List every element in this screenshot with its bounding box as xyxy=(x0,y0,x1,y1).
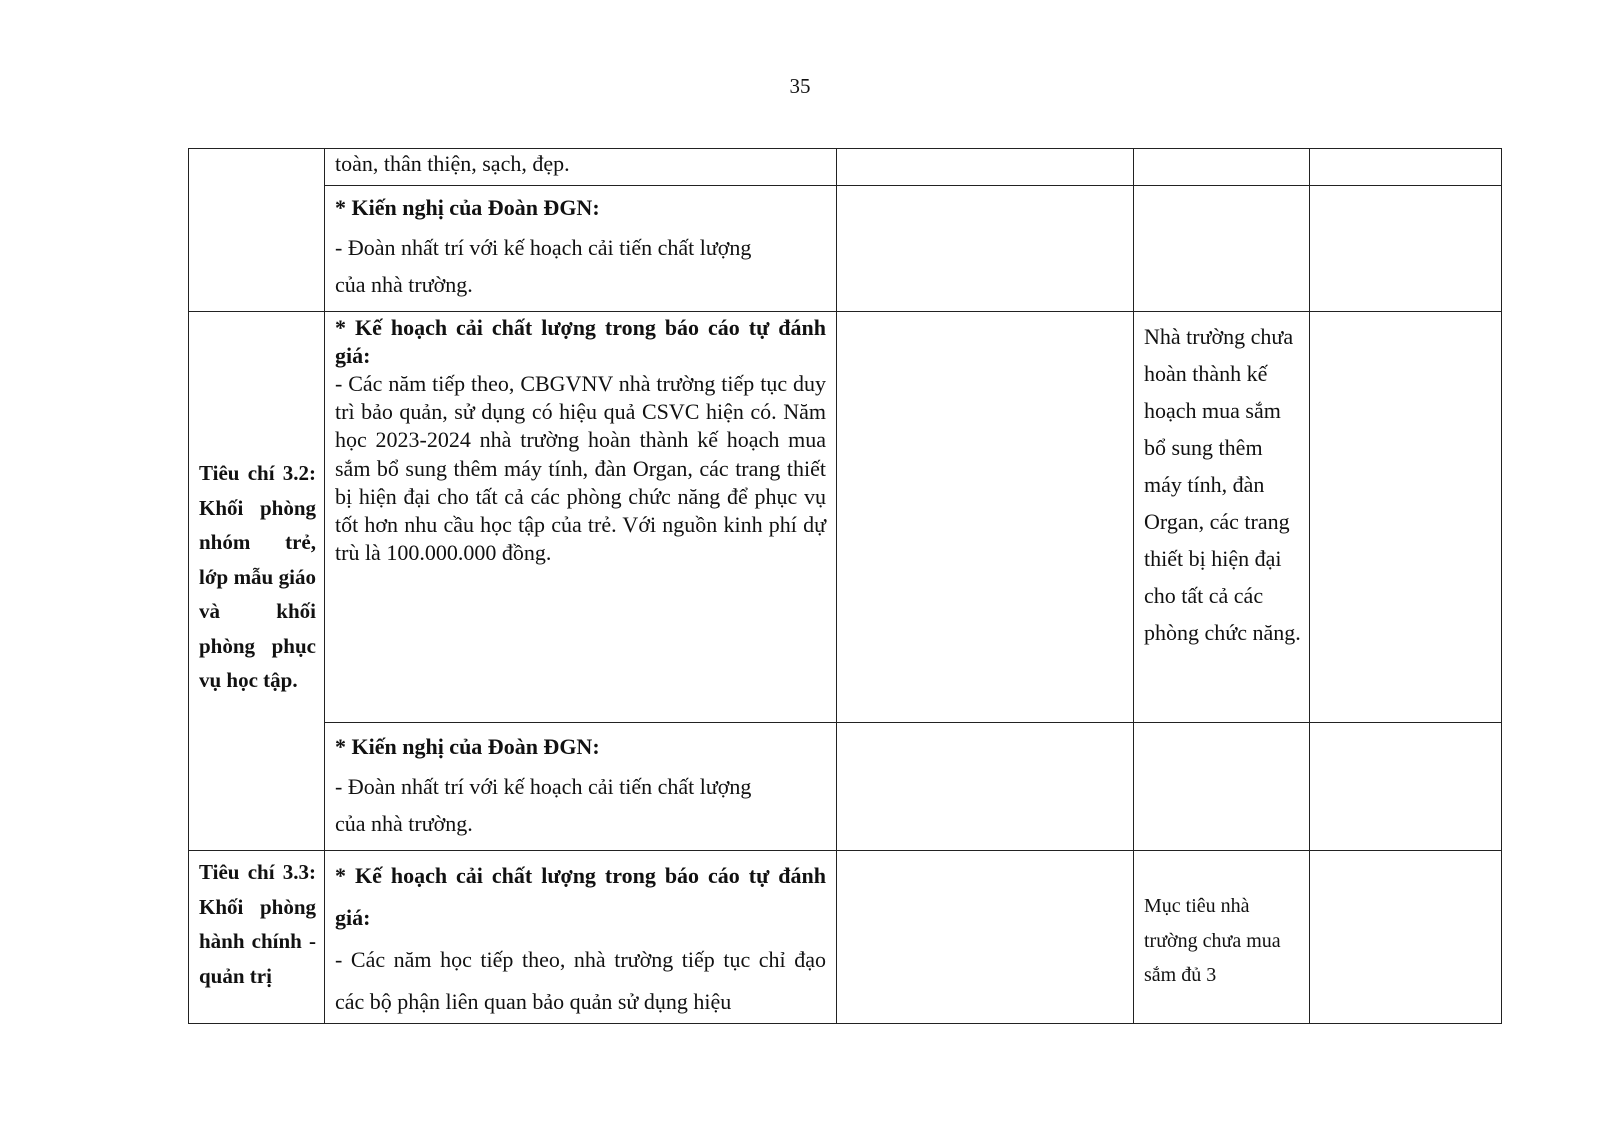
content-cell xyxy=(325,186,837,312)
note-cell xyxy=(1134,312,1310,723)
content-cell xyxy=(325,723,837,851)
plan-text: - Các năm tiếp theo, CBGVNV nhà trường tiếp tục duy trì bảo quản, sử dụng có hiệu quả CSVC hiện có. Năm học 2023-2024 nhà trường hoàn thành kế hoạch mua sắm bổ sung thêm máy tính, đàn Organ, các trang thiết bị hiện đại cho tất cả các phòng chức năng để phục vụ tốt hơn nhu cầu học tập của trẻ. Với nguồn kinh phí dự trù là 100.000.000 đồng. xyxy=(335,371,826,566)
criterion-3-3-label: Tiêu chí 3.3: Khối phòng hành chính - quản trị xyxy=(199,860,316,988)
table-row xyxy=(189,723,1502,851)
criterion-cell xyxy=(189,312,325,851)
note-cell xyxy=(1134,186,1310,312)
table-row xyxy=(189,851,1502,1024)
empty-cell xyxy=(1310,723,1502,851)
empty-cell xyxy=(1310,186,1502,312)
evaluation-table xyxy=(188,148,1502,1024)
plan-heading: * Kế hoạch cải chất lượng trong báo cáo tự đánh giá: xyxy=(335,315,826,368)
recommendation-text-cont: của nhà trường. xyxy=(335,272,473,297)
criterion-cell xyxy=(189,851,325,1024)
content-cell xyxy=(325,149,837,186)
note-cell xyxy=(1134,149,1310,186)
empty-cell xyxy=(1310,149,1502,186)
plan-heading: * Kế hoạch cải chất lượng trong báo cáo tự đánh giá: xyxy=(335,863,826,930)
content-cell xyxy=(325,851,837,1024)
content-text: toàn, thân thiện, sạch, đẹp. xyxy=(335,151,570,176)
empty-cell xyxy=(1310,312,1502,723)
empty-cell xyxy=(837,186,1134,312)
criterion-3-2-label: Tiêu chí 3.2: Khối phòng nhóm trẻ, lớp mẫu giáo và khối phòng phục vụ học tập. xyxy=(199,461,316,693)
recommendation-heading: * Kiến nghị của Đoàn ĐGN: xyxy=(335,195,600,220)
content-cell xyxy=(325,312,837,723)
criterion-3-3-note: Mục tiêu nhà trường chưa mua sắm đủ 3 xyxy=(1144,895,1281,986)
recommendation-text: - Đoàn nhất trí với kế hoạch cải tiến chất lượng xyxy=(335,774,752,799)
empty-cell xyxy=(837,851,1134,1024)
criterion-cell xyxy=(189,149,325,312)
empty-cell xyxy=(1310,851,1502,1024)
recommendation-text: - Đoàn nhất trí với kế hoạch cải tiến chất lượng xyxy=(335,235,752,260)
empty-cell xyxy=(837,312,1134,723)
empty-cell xyxy=(837,149,1134,186)
note-cell xyxy=(1134,723,1310,851)
plan-text: - Các năm học tiếp theo, nhà trường tiếp tục chỉ đạo các bộ phận liên quan bảo quản sử dụng hiệu xyxy=(335,947,826,1014)
empty-cell xyxy=(837,723,1134,851)
note-cell xyxy=(1134,851,1310,1024)
table-row xyxy=(189,186,1502,312)
criterion-3-2-note: Nhà trường chưa hoàn thành kế hoạch mua sắm bổ sung thêm máy tính, đàn Organ, các trang thiết bị hiện đại cho tất cả các phòng chức năng. xyxy=(1144,324,1301,645)
table-row xyxy=(189,149,1502,186)
recommendation-heading: * Kiến nghị của Đoàn ĐGN: xyxy=(335,734,600,759)
recommendation-text-cont: của nhà trường. xyxy=(335,811,473,836)
table-row xyxy=(189,312,1502,723)
page-number: 35 xyxy=(789,74,811,98)
